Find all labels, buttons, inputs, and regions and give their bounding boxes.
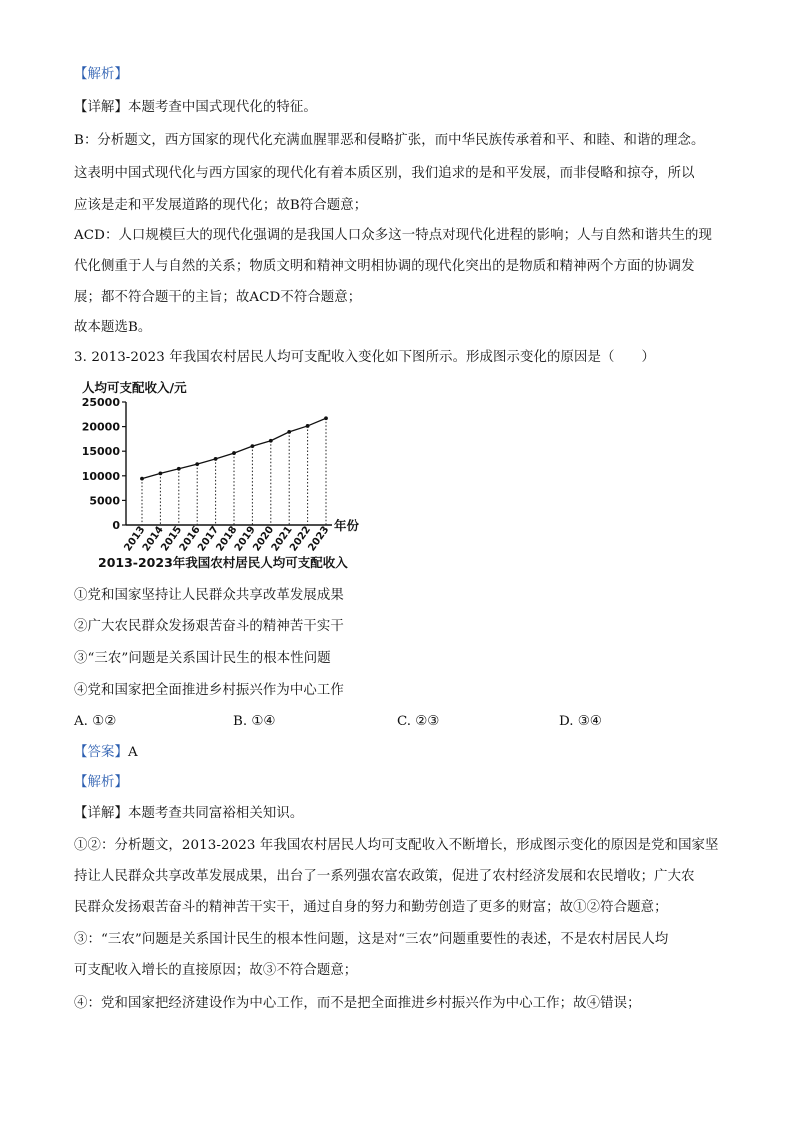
x-tick-label: 2023 — [306, 524, 332, 554]
x-tick-label: 2022 — [288, 524, 314, 554]
question-stem: 3. 2013-2023 年我国农村居民人均可支配收入变化如下图所示。形成图示变化的原因是（ ） — [74, 350, 655, 365]
y-tick-label: 25000 — [81, 396, 120, 409]
para-b-line-3: 应该是走和平发展道路的现代化；故B符合题意； — [74, 198, 368, 213]
data-point — [140, 477, 144, 481]
x-tick-label: 2016 — [177, 524, 203, 554]
chart-title: 2013-2023年我国农村居民人均可支配收入 — [98, 555, 348, 570]
data-point — [214, 457, 218, 461]
y-tick-label: 15000 — [81, 445, 120, 459]
para-acd-line-2: 代化侧重于人与自然的关系；物质文明和精神文明相协调的现代化突出的是物质和精神两个方面的协调发 — [74, 259, 695, 274]
para12-line-2: 持让人民群众共享改革发展成果，出台了一系列强农富农政策，促进了农村经济发展和农民增收；广大农 — [74, 869, 695, 884]
answer-value: A — [127, 745, 138, 760]
para3-line-1: ③：“三农”问题是关系国计民生的根本性问题，这是对“三农”问题重要性的表述，不是农村居民人均 — [74, 932, 669, 947]
data-point — [269, 439, 273, 443]
data-point — [232, 451, 236, 455]
choice-item-2: ②广大农民群众发扬艰苦奋斗的精神苦干实干 — [74, 619, 344, 634]
x-tick-label: 2015 — [159, 524, 185, 554]
choice-item-4: ④党和国家把全面推进乡村振兴作为中心工作 — [74, 683, 344, 698]
x-tick-label: 2014 — [140, 524, 166, 554]
para3-line-2: 可支配收入增长的直接原因；故③不符合题意； — [74, 963, 358, 978]
para12-line-1: ①②：分析题文，2013-2023 年我国农村居民人均可支配收入不断增长，形成图示变化的原因是党和国家坚 — [74, 838, 719, 853]
series-line — [142, 418, 326, 478]
chart-ylabel: 人均可支配收入/元 — [82, 380, 187, 395]
para4-line: ④：党和国家把经济建设作为中心工作，而不是把全面推进乡村振兴作为中心工作；故④错误； — [74, 996, 641, 1011]
chart-xlabel: 年份 — [334, 518, 360, 533]
option-b: B. ①④ — [233, 714, 276, 729]
para-acd-line-3: 展；都不符合题干的主旨；故ACD不符合题意； — [74, 290, 362, 305]
answer-line — [74, 743, 138, 763]
y-tick-label: 5000 — [89, 494, 120, 508]
data-point — [195, 462, 199, 466]
x-tick-label: 2018 — [214, 524, 240, 554]
x-tick-label: 2020 — [251, 524, 277, 554]
x-tick-label: 2019 — [232, 524, 258, 554]
choice-item-1: ①党和国家坚持让人民群众共享改革发展成果 — [74, 588, 344, 603]
answer-label: 【答案】 — [74, 745, 128, 760]
data-point — [324, 416, 328, 420]
data-point — [287, 430, 291, 434]
analysis-label-prev: 【解析】 — [74, 67, 128, 82]
choice-item-3: ③“三农”问题是关系国计民生的根本性问题 — [74, 651, 331, 666]
para12-line-3: 民群众发扬艰苦奋斗的精神苦干实干，通过自身的努力和勤劳创造了更多的财富；故①②符合题意； — [74, 900, 668, 915]
data-point — [306, 424, 310, 428]
data-point — [177, 467, 181, 471]
para-b-line-1: B：分析题文，西方国家的现代化充满血腥罪恶和侵略扩张，而中华民族传承着和平、和睦、和谐的理念。 — [74, 133, 705, 148]
y-tick-label: 0 — [112, 519, 120, 532]
x-tick-label: 2021 — [269, 524, 295, 554]
analysis-label: 【解析】 — [74, 775, 128, 790]
x-tick-label: 2017 — [196, 524, 222, 554]
y-axis — [82, 396, 126, 532]
option-d: D. ③④ — [559, 714, 602, 729]
y-tick-label: 10000 — [81, 469, 120, 483]
option-c: C. ②③ — [397, 714, 440, 729]
x-tick-label: 2013 — [122, 524, 148, 554]
option-a: A. ①② — [74, 714, 117, 729]
income-line-chart — [76, 376, 376, 576]
detail-line-prev: 【详解】本题考查中国式现代化的特征。 — [74, 100, 317, 115]
data-point — [159, 471, 163, 475]
conclusion-prev: 故本题选B。 — [74, 320, 152, 335]
para-b-line-2: 这表明中国式现代化与西方国家的现代化有着本质区别，我们追求的是和平发展，而非侵略和掠夺，所以 — [74, 166, 695, 181]
x-axis — [122, 524, 332, 553]
y-tick-label: 20000 — [81, 420, 120, 434]
detail-line: 【详解】本题考查共同富裕相关知识。 — [74, 806, 304, 821]
data-point — [251, 444, 255, 448]
para-acd-line-1: ACD：人口规模巨大的现代化强调的是我国人口众多这一特点对现代化进程的影响；人与自然和谐共生的现 — [74, 228, 713, 243]
